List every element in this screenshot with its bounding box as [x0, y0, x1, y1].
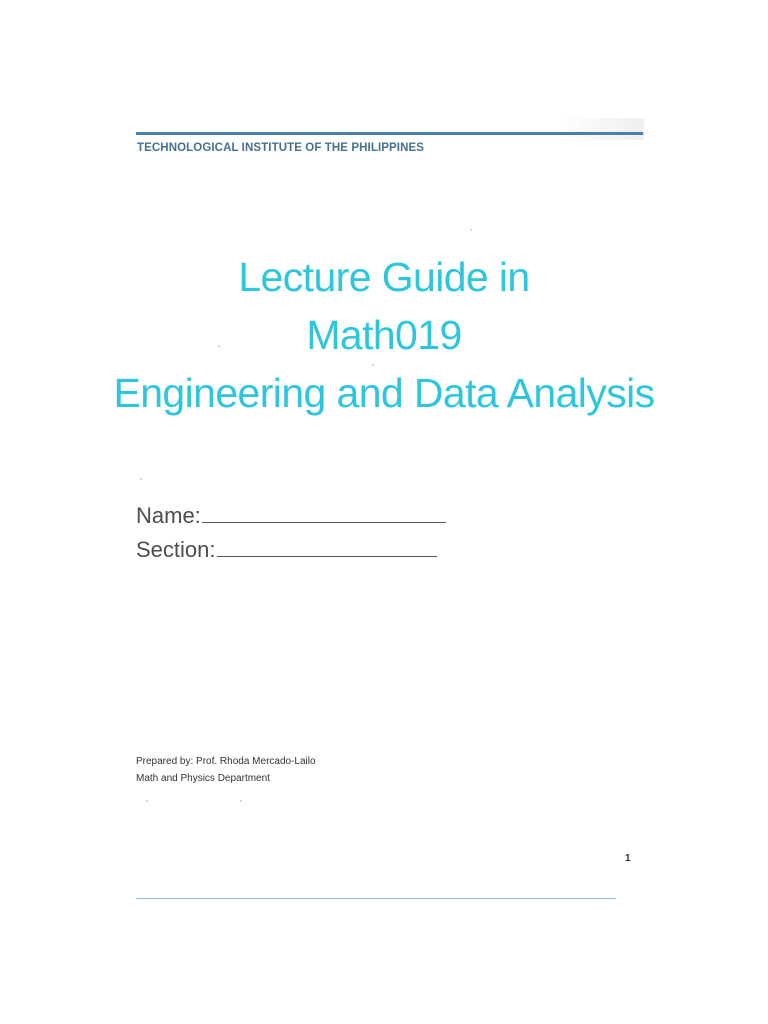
department: Math and Physics Department — [136, 773, 270, 784]
section-blank-line — [217, 538, 437, 557]
scan-speck — [140, 478, 142, 480]
scan-speck — [470, 229, 472, 231]
prepared-by: Prepared by: Prof. Rhoda Mercado-Lailo — [136, 756, 316, 767]
scan-speck — [240, 800, 242, 802]
scan-speck — [372, 364, 374, 366]
name-label: Name: — [136, 503, 201, 528]
title-line-3: Engineering and Data Analysis — [113, 370, 655, 416]
section-label: Section: — [136, 537, 216, 562]
footer-rule — [136, 898, 616, 899]
page-number: 1 — [625, 853, 631, 864]
name-field — [136, 503, 446, 529]
scan-speck — [218, 345, 220, 347]
institute-name: TECHNOLOGICAL INSTITUTE OF THE PHILIPPINES — [137, 142, 425, 154]
scan-speck — [146, 800, 148, 802]
section-field — [136, 537, 437, 563]
header-rule — [136, 132, 643, 135]
title-line-1: Lecture Guide in — [238, 254, 530, 300]
document-title — [0, 248, 768, 422]
header-shadow — [560, 118, 644, 140]
title-line-2: Math019 — [306, 312, 462, 358]
name-blank-line — [202, 504, 446, 523]
